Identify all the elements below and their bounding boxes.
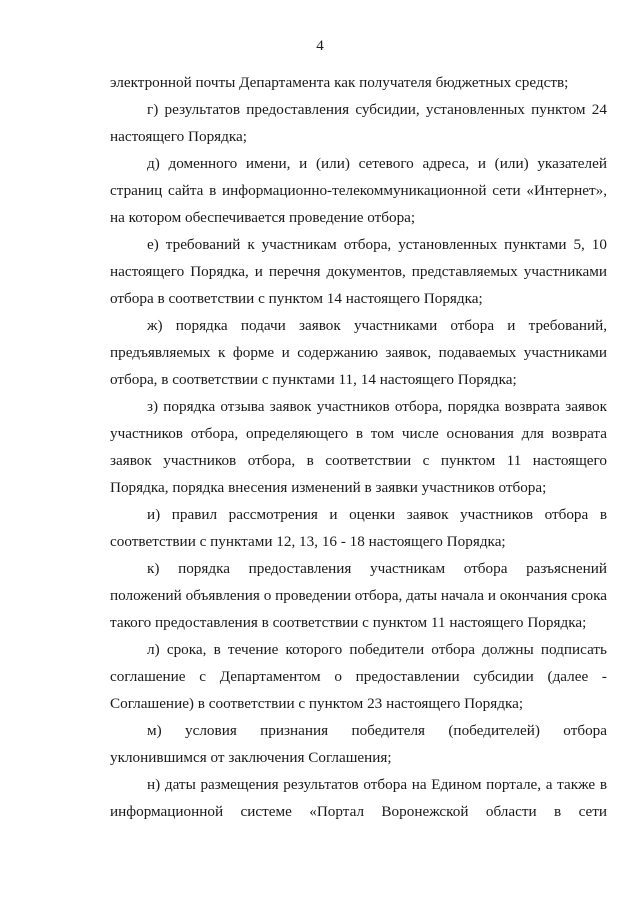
paragraph-email-continuation: электронной почты Департамента как получателя бюджетных средств;	[110, 74, 569, 91]
paragraph-item-k: к) порядка предоставления участникам отбора разъяснений положений объявления о проведении отбора, даты начала и окончания срока такого предоставления в соответствии с пунктом 11 настоящего Порядка;	[110, 560, 607, 631]
paragraph-item-zh: ж) порядка подачи заявок участниками отбора и требований, предъявляемых к форме и содержанию заявок, подаваемых участниками отбора, в соответствии с пунктами 11, 14 настоящего Порядка;	[110, 317, 607, 388]
paragraph-item-e: е) требований к участникам отбора, установленных пунктами 5, 10 настоящего Порядка, и перечня документов, представляемых участниками отбора в соответствии с пунктом 14 настоящего Порядка;	[110, 236, 607, 307]
paragraph-item-n: н) даты размещения результатов отбора на Едином портале, а также в информационной системе «Портал Воронежской области в сети	[110, 776, 607, 820]
paragraph-item-l: л) срока, в течение которого победители отбора должны подписать соглашение с Департаментом о предоставлении субсидии (далее - Соглашение) в соответствии с пунктом 23 настоящего Порядка;	[110, 641, 607, 712]
paragraph-item-m: м) условия признания победителя (победителей) отбора уклонившимся от заключения Соглашения;	[110, 722, 607, 766]
page-number: 4	[316, 38, 324, 54]
paragraph-item-z: з) порядка отзыва заявок участников отбора, порядка возврата заявок участников отбора, определяющего в том числе основания для возврата заявок участников отбора, в соответствии с пунктом 11 настоящего Порядка, порядка внесения изменений в заявки участников отбора;	[110, 398, 607, 496]
paragraph-item-d: д) доменного имени, и (или) сетевого адреса, и (или) указателей страниц сайта в информационно-телекоммуникационной сети «Интернет», на котором обеспечивается проведение отбора;	[110, 155, 607, 226]
document-body	[110, 69, 607, 825]
paragraph-item-g: г) результатов предоставления субсидии, установленных пунктом 24 настоящего Порядка;	[110, 101, 607, 145]
paragraph-item-i: и) правил рассмотрения и оценки заявок участников отбора в соответствии с пунктами 12, 13, 16 - 18 настоящего Порядка;	[110, 506, 607, 550]
